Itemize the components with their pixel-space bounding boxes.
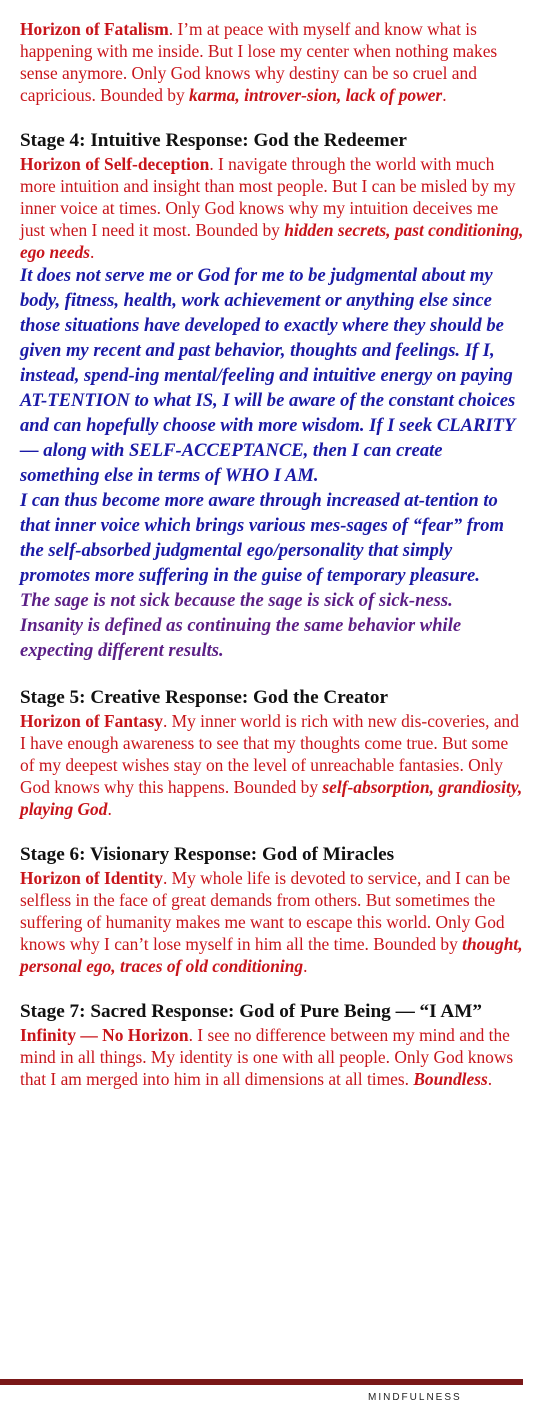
paragraph-fantasy [20,710,525,820]
horizon-label: Horizon of Identity [20,868,163,888]
sage-quote: The sage is not sick because the sage is sick of sick-ness. [20,590,453,611]
document-body [20,18,525,1090]
paragraph-text: . I navigate through the world with much more intuition and insight than most people. But I can be misled by my inner voice at times. Only God knows why my intuition deceives me just when I need it most. Bounded by [20,154,516,240]
reflection-paragraph-2: I can thus become more aware through increased at-tention to that inner voice which brings various mes-sages of “fear” from the self-absorbed judgmental ego/personality that simply promotes more suffering in the guise of temporary pleasure. [20,490,504,586]
paragraph-text: . My inner world is rich with new dis-coveries, and I have enough awareness to see that my thoughts come true. But some of my deepest wishes stay on the level of unreachable fantasies. Only God knows why this happens. Bounded by [20,711,519,797]
stage-7-heading: Stage 7: Sacred Response: God of Pure Being — “I AM” [20,1001,482,1022]
paragraph-text: . I’m at peace with myself and know what is happening with me inside. But I lose my center when nothing makes sense anymore. Only God knows why destiny can be so cruel and capricious. Bounded by [20,19,498,105]
horizon-label: Horizon of Fatalism [20,19,169,39]
running-footer: MINDFULNESS [368,1392,462,1403]
stage-4-heading: Stage 4: Intuitive Response: God the Redeemer [20,130,407,151]
paragraph-infinity [20,1024,525,1090]
paragraph-self-deception [20,153,525,263]
horizon-label: Horizon of Self-deception [20,154,210,174]
paragraph-fatalism [20,18,525,106]
punctuation: . [487,1069,493,1089]
insanity-quote: Insanity is defined as continuing the same behavior while expecting different results. [20,615,462,661]
punctuation: . [90,242,95,262]
stage-5-heading: Stage 5: Creative Response: God the Creator [20,687,389,708]
paragraph-text: . My whole life is devoted to service, and I can be selfless in the face of great demands from others. But sometimes the suffering of humanity makes me want to escape this world. Only God knows why I can’t lose myself in him all the time. Bounded by [20,868,511,954]
horizon-label: Horizon of Fantasy [20,711,163,731]
paragraph-text: . I see no difference between my mind and the mind in all things. My identity is one with all people. Only God knows that I am merged into him in all dimensions at all times. [20,1025,514,1089]
bounds-text: self-absorption, grandiosity, playing God [20,777,523,819]
paragraph-identity [20,867,525,977]
bounds-text: Boundless [413,1069,488,1089]
footer-rule [0,1379,523,1385]
punctuation: . [442,85,447,105]
bounds-text: hidden secrets, past conditioning, ego needs [20,220,524,262]
punctuation: . [303,956,308,976]
stage-6-heading: Stage 6: Visionary Response: God of Miracles [20,844,395,865]
punctuation: . [107,799,112,819]
reflection-paragraph-1: It does not serve me or God for me to be judgmental about my body, fitness, health, work achievement or anything else since those situations have developed to exactly where they should be given my recent and past behavior, thoughts and feelings. If I, instead, spend-ing mental/feeling and intuitive energy on paying AT-TENTION to what IS, I will be aware of the constant choices and can hopefully choose with more wisdom. If I seek CLARITY — along with SELF-ACCEPTANCE, then I can create something else in terms of WHO I AM. [20,265,516,486]
bounds-text: karma, introver-sion, lack of power [189,85,443,105]
bounds-text: thought, personal ego, traces of old conditioning [20,934,523,976]
horizon-label: Infinity — No Horizon [20,1025,189,1045]
